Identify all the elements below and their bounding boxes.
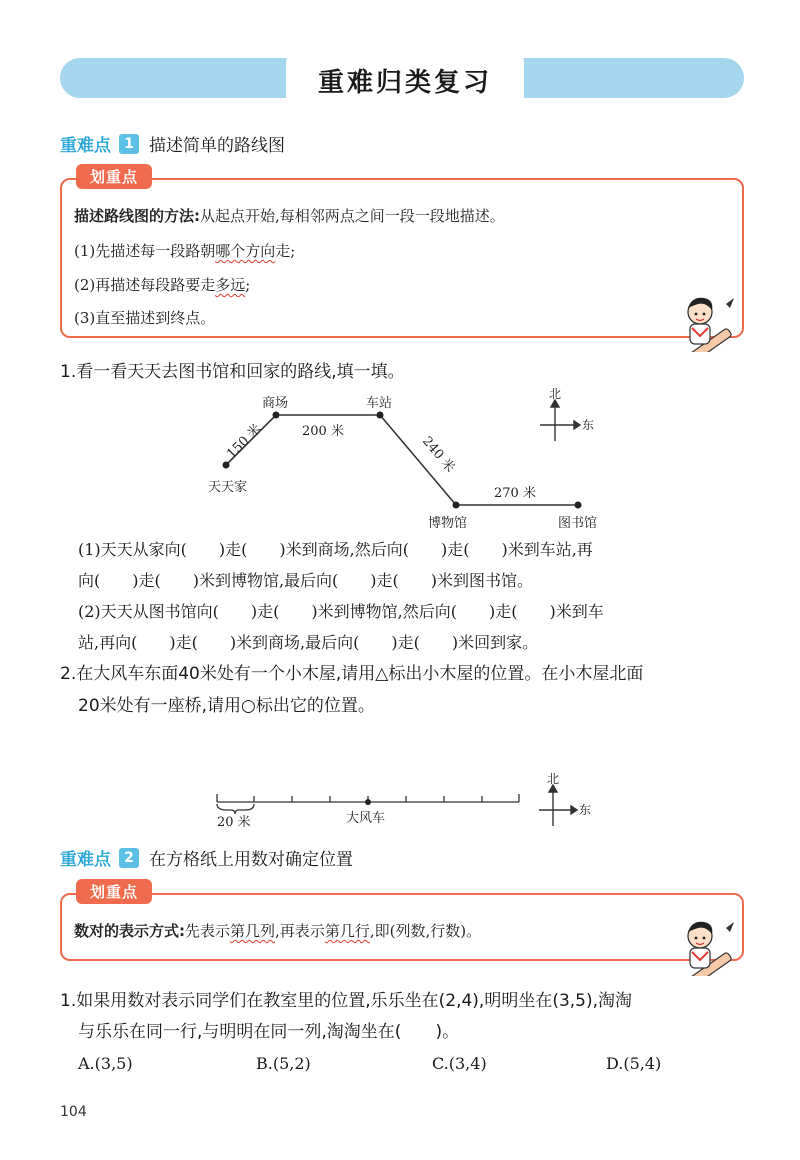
- cartoon-boy-pencil-icon: [668, 912, 738, 976]
- step-2-c: ;: [245, 276, 251, 294]
- step-2-a: (2)再描述每段路要走: [74, 276, 216, 294]
- distance-3: 240 米: [418, 433, 458, 476]
- step-2-emph: 多远: [215, 276, 246, 294]
- windmill-dot: [365, 799, 371, 805]
- distance-2: 200 米: [302, 424, 344, 439]
- label-museum: 博物馆: [428, 516, 468, 530]
- key-point-tag: 划重点: [76, 164, 152, 189]
- compass-north-2: 北: [547, 772, 560, 786]
- key-point-tag: 划重点: [76, 879, 152, 904]
- mall-dot: [273, 412, 280, 419]
- option-d[interactable]: D.(5,4): [606, 1054, 662, 1073]
- page-number: 104: [60, 1104, 87, 1120]
- section-1-heading: [60, 131, 285, 156]
- page-title: 重难归类复习: [317, 68, 492, 98]
- question-2-line1: 2.在大风车东面40米处有一个小木屋,请用△标出小木屋的位置。在小木屋北面: [60, 664, 644, 684]
- label-station: 车站: [366, 396, 393, 411]
- option-a[interactable]: A.(3,5): [78, 1054, 133, 1073]
- pair-c: ,再表示: [275, 922, 325, 940]
- q1-sub1-line2: 向( )走( )米到博物馆,最后向( )走( )米到图书馆。: [78, 571, 534, 590]
- pair-notation-line: [74, 920, 481, 941]
- section-number: 1: [119, 134, 139, 154]
- label-library: 图书馆: [558, 516, 598, 530]
- distance-4: 270 米: [494, 486, 536, 501]
- pair-emph-2: 第几行: [324, 922, 370, 940]
- compass-icon-2: [539, 785, 577, 826]
- section-label: 重难点: [60, 850, 111, 870]
- method-line: [74, 205, 505, 226]
- q1-sub2-line2: 站,再向( )走( )米到商场,最后向( )走( )米回到家。: [78, 633, 539, 652]
- section-title: 描述简单的路线图: [149, 136, 285, 156]
- section-2-heading: [60, 845, 353, 870]
- scale-label: 20 米: [217, 815, 251, 830]
- compass-east-2: 东: [579, 803, 592, 817]
- step-3: (3)直至描述到终点。: [74, 309, 216, 327]
- label-mall: 商场: [262, 396, 289, 411]
- pair-emph-1: 第几列: [230, 922, 276, 940]
- q1-sub2-line1: (2)天天从图书馆向( )走( )米到博物馆,然后向( )走( )米到车: [78, 602, 604, 621]
- method-bold: 描述路线图的方法:: [74, 207, 200, 225]
- pair-a: 先表示: [185, 922, 231, 940]
- compass-north: 北: [549, 387, 562, 401]
- method-text: 从起点开始,每相邻两点之间一段一段地描述。: [200, 207, 505, 225]
- station-dot: [377, 412, 384, 419]
- step-1-a: (1)先描述每一段路朝: [74, 242, 216, 260]
- windmill-label: 大风车: [346, 811, 386, 826]
- question-1-prompt: 1.看一看天天去图书馆和回家的路线,填一填。: [60, 362, 405, 382]
- step-1: [74, 240, 295, 261]
- compass-east: 东: [582, 418, 595, 432]
- option-c[interactable]: C.(3,4): [432, 1054, 487, 1073]
- question-2-line2: 20米处有一座桥,请用○标出它的位置。: [78, 696, 375, 716]
- section-number: 2: [119, 848, 139, 868]
- library-dot: [575, 502, 582, 509]
- step-1-emph: 哪个方向: [215, 242, 276, 260]
- q1-sub1-line1: (1)天天从家向( )走( )米到商场,然后向( )走( )米到车站,再: [78, 540, 593, 559]
- museum-dot: [453, 502, 460, 509]
- home-dot: [223, 462, 230, 469]
- cartoon-boy-pencil-icon: [668, 288, 738, 352]
- distance-1: 150 米: [224, 421, 265, 462]
- label-home: 天天家: [208, 480, 248, 495]
- windmill-number-line: [205, 770, 610, 832]
- route-map: [190, 385, 630, 530]
- step-1-c: 走;: [275, 242, 296, 260]
- pair-e: ,即(列数,行数)。: [369, 922, 482, 940]
- question-3-line2: 与乐乐在同一行,与明明在同一列,淘淘坐在( )。: [78, 1022, 460, 1042]
- question-3-line1: 1.如果用数对表示同学们在教室里的位置,乐乐坐在(2,4),明明坐在(3,5),淘淘: [60, 991, 633, 1011]
- section-title: 在方格纸上用数对确定位置: [149, 850, 353, 870]
- option-b[interactable]: B.(5,2): [256, 1054, 311, 1073]
- pair-bold: 数对的表示方式:: [74, 922, 185, 940]
- compass-icon: [540, 400, 580, 441]
- step-2: [74, 274, 250, 295]
- section-label: 重难点: [60, 136, 111, 156]
